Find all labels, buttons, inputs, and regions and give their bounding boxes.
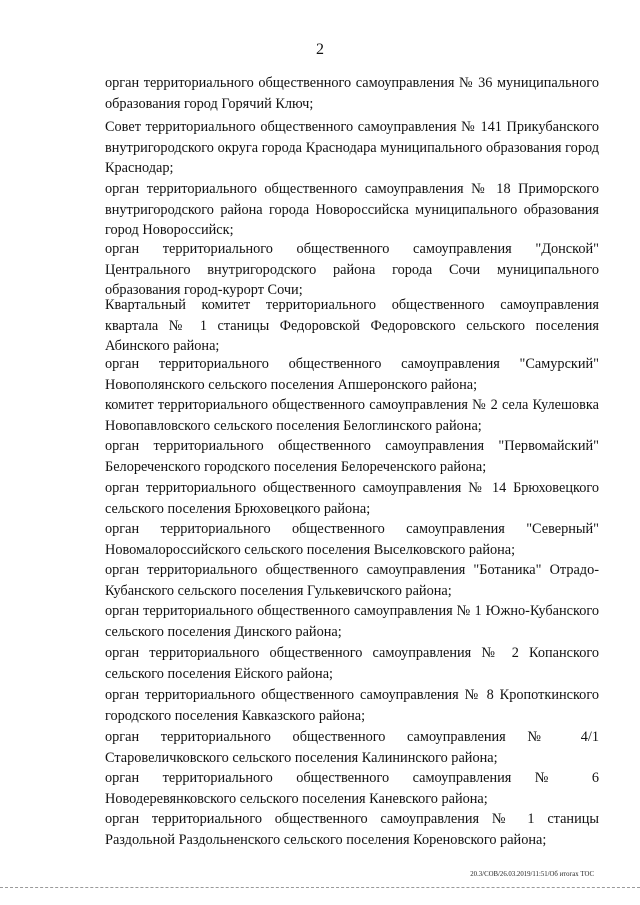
scan-edge-divider bbox=[0, 887, 640, 888]
paragraph-1: орган территориального общественного самоуправления № 36 муниципального образования город Горячий Ключ; bbox=[105, 75, 599, 112]
paragraph-14: орган территориального общественного самоуправления № 8 Кропоткинского городского поселения Кавказского района; bbox=[105, 687, 599, 724]
paragraph-6: орган территориального общественного самоуправления "Самурский" Новополянского сельского поселения Апшеронского района; bbox=[105, 356, 599, 393]
paragraph-8: орган территориального общественного самоуправления "Первомайский" Белореченского городского поселения Белореченского района; bbox=[105, 438, 599, 475]
paragraph-4: орган территориального общественного самоуправления "Донской" Центрального внутригородского района города Сочи муниципального образования город-курорт Сочи; bbox=[105, 241, 599, 298]
paragraph-3: орган территориального общественного самоуправления № 18 Приморского внутригородского района города Новороссийска муниципального образования город Новороссийск; bbox=[105, 181, 599, 238]
paragraph-15: орган территориального общественного самоуправления № 4/1 Старовеличковского сельского поселения Калининского района; bbox=[105, 729, 599, 766]
paragraph-13: орган территориального общественного самоуправления № 2 Копанского сельского поселения Ейского района; bbox=[105, 645, 599, 682]
paragraph-10: орган территориального общественного самоуправления "Северный" Новомалороссийского сельского поселения Выселковского района; bbox=[105, 521, 599, 558]
page-number: 2 bbox=[316, 41, 324, 58]
paragraph-12: орган территориального общественного самоуправления № 1 Южно-Кубанского сельского поселения Динского района; bbox=[105, 603, 599, 640]
paragraph-17: орган территориального общественного самоуправления № 1 станицы Раздольной Раздольненского сельского поселения Кореновского района; bbox=[105, 811, 599, 848]
paragraph-9: орган территориального общественного самоуправления № 14 Брюховецкого сельского поселения Брюховецкого района; bbox=[105, 480, 599, 517]
paragraph-11: орган территориального общественного самоуправления "Ботаника" Отрадо-Кубанского сельского поселения Гулькевичского района; bbox=[105, 562, 599, 599]
footer-document-code: 20.3/СОВ/26.03.2019/11:51/Об итогах ТОС bbox=[470, 871, 594, 878]
paragraph-2: Совет территориального общественного самоуправления № 141 Прикубанского внутригородского округа города Краснодара муниципального образования город Краснодар; bbox=[105, 119, 599, 176]
paragraph-7: комитет территориального общественного самоуправления № 2 села Кулешовка Новопавловского сельского поселения Белоглинского района; bbox=[105, 397, 599, 434]
paragraph-5: Квартальный комитет территориального общественного самоуправления квартала № 1 станицы Федоровской Федоровского сельского поселения Абинского района; bbox=[105, 297, 599, 354]
paragraph-16: орган территориального общественного самоуправления № 6 Новодеревянковского сельского поселения Каневского района; bbox=[105, 770, 599, 807]
